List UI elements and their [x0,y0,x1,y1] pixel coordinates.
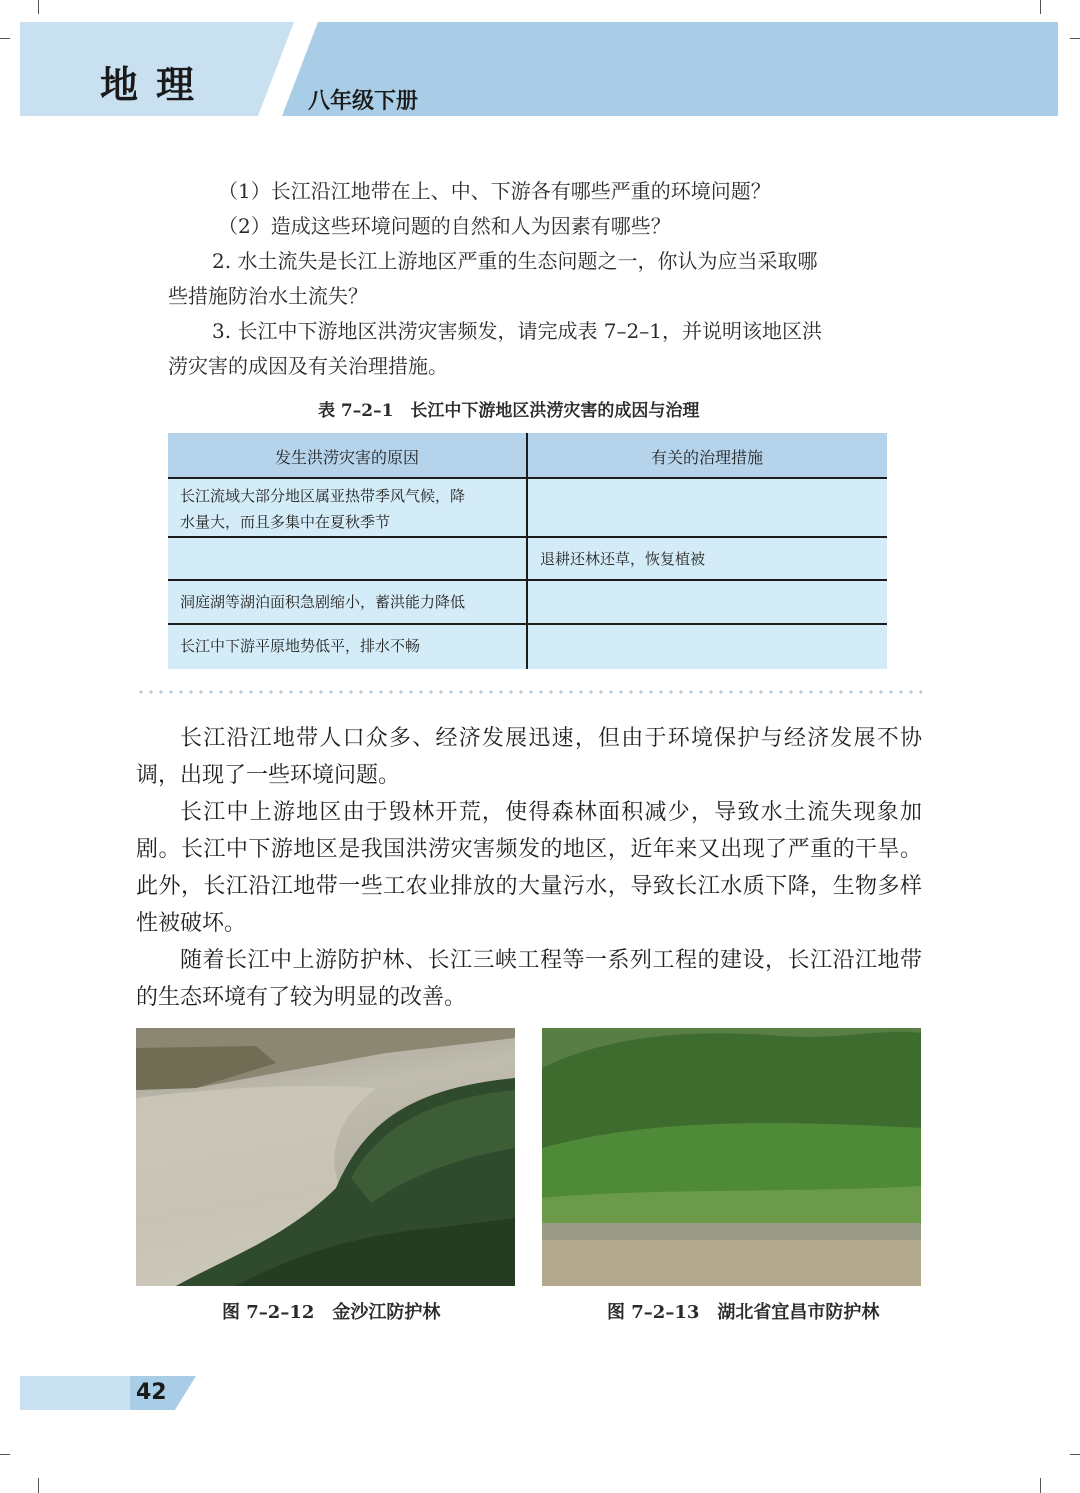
question-1-1: （1）长江沿江地带在上、中、下游各有哪些严重的环境问题？ [218,179,771,203]
cell-line: 水量大，而且多集中在夏秋季节 [180,513,391,531]
question-1-2: （2）造成这些环境问题的自然和人为因素有哪些？ [218,214,671,238]
question-2-line1: 2. 水土流失是长江上游地区严重的生态问题之一，你认为应当采取哪 [212,249,818,273]
body-text [136,720,922,1016]
figure-13-caption: 图 7–2–13 湖北省宜昌市防护林 [607,1302,880,1323]
crop-mark [1070,38,1080,39]
table-caption: 表 7–2–1 长江中下游地区洪涝灾害的成因与治理 [318,401,700,421]
crop-mark [38,0,39,14]
yichang-forest-photo [542,1028,921,1286]
crop-mark [1040,0,1041,14]
crop-mark [38,1478,39,1493]
table-row-divider [168,536,887,538]
table-row-divider [168,579,887,581]
question-2-line2: 些措施防治水土流失？ [168,284,368,308]
page-number: 42 [136,1380,167,1405]
figure-12-caption: 图 7–2–12 金沙江防护林 [222,1302,441,1323]
paragraph-2: 长江中上游地区由于毁林开荒，使得森林面积减少，导致水土流失现象加剧。长江中下游地区是我国洪涝灾害频发的地区，近年来又出现了严重的干旱。此外，长江沿江地带一些工农业排放的大量污水，导致长江水质下降，生物多样性被破坏。 [136,800,922,936]
question-3-line2: 涝灾害的成因及有关治理措施。 [168,354,448,378]
photo-illustration [542,1028,921,1286]
paragraph-1: 长江沿江地带人口众多、经济发展迅速，但由于环境保护与经济发展不协调，出现了一些环境问题。 [136,726,922,788]
subject-title: 地理 [100,63,213,107]
crop-mark [0,38,10,39]
table-cell-cause-row1 [180,483,465,535]
jinsha-river-forest-photo [136,1028,515,1286]
flood-causes-table [168,433,887,669]
crop-mark [1040,1478,1041,1493]
crop-mark [0,1454,10,1455]
table-header-measure: 有关的治理措施 [650,448,763,467]
table-row-divider [168,623,887,625]
table-column-divider [526,433,528,669]
grade-subtitle: 八年级下册 [308,89,419,114]
table-cell-cause-row3: 洞庭湖等湖泊面积急剧缩小，蓄洪能力降低 [180,593,466,611]
table-header-cause: 发生洪涝灾害的原因 [274,448,419,467]
table-cell-measure-row2: 退耕还林还草，恢复植被 [540,550,706,568]
photo-illustration [136,1028,515,1286]
crop-mark [1070,1454,1080,1455]
dotted-divider [136,690,922,694]
cell-line: 长江流域大部分地区属亚热带季风气候，降 [180,487,466,505]
page-number-tab-light [20,1376,130,1410]
paragraph-3: 随着长江中上游防护林、长江三峡工程等一系列工程的建设，长江沿江地带的生态环境有了较为明显的改善。 [136,948,922,1010]
table-cell-cause-row4: 长江中下游平原地势低平，排水不畅 [180,637,421,655]
question-3-line1: 3. 长江中下游地区洪涝灾害频发，请完成表 7–2–1，并说明该地区洪 [212,319,822,343]
